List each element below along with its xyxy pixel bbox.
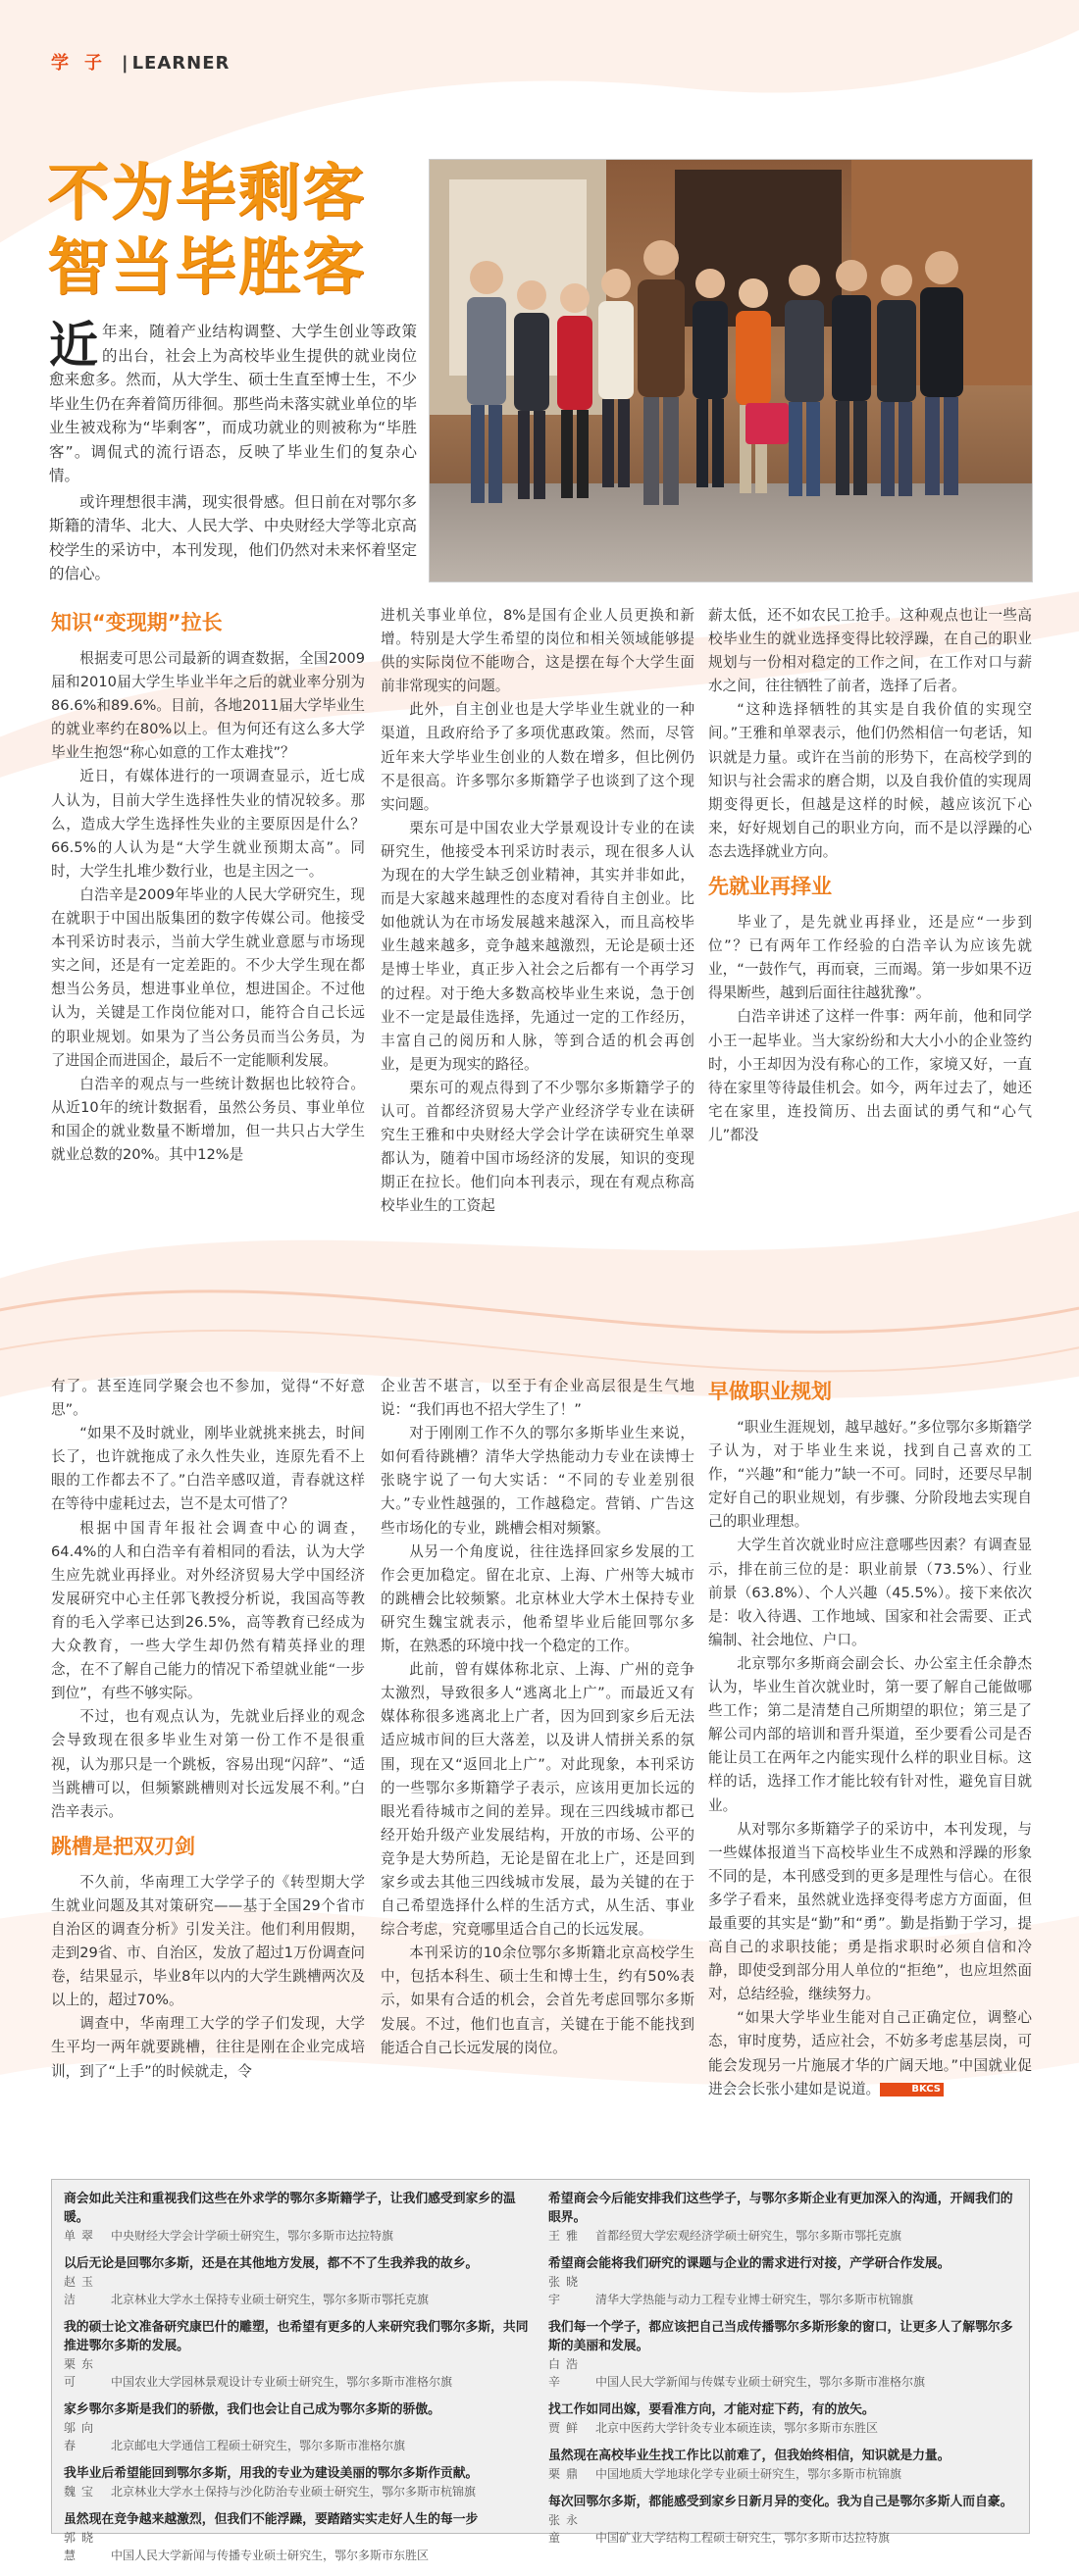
title-line-2: 智当毕胜客 [47,230,366,303]
author-affiliation: 北京林业大学水土保持与沙化防治专业硕士研究生，鄂尔多斯市杭锦旗 [111,2485,477,2499]
article-title [47,155,430,304]
paragraph: 不过，也有观点认为，先就业后择业的观念会导致现在很多毕业生对第一份工作不是很重视，认为那只是一个跳板，容易出现“闪辞”、“适当跳槽可以，但频繁跳槽则对长远发展不利。”白浩辛表示。 [51,1708,365,1820]
quote-text: 希望商会能将我们研究的课题与企业的需求进行对接，产学研合作发展。 [548,2256,951,2271]
quote-author [64,2483,540,2500]
paragraph: 有了。甚至连同学聚会也不参加，觉得“不好意思”。 [51,1378,365,1419]
column-bottom-2 [381,1375,694,2060]
quote-text: 希望商会今后能安排我们这些学子，与鄂尔多斯企业有更加深入的沟通，开阔我们的眼界。 [548,2192,1013,2225]
paragraph: 根据麦可思公司最新的调查数据，全国2009届和2010届大学生毕业半年之后的就业率分别为86.6%和89.6%。目前，各地2011届大学毕业生的就业率约在80%以上。但为何还有这么多大学毕业生抱怨“称心如意的工作太难找”？ [51,650,365,762]
subheading-job-hopping: 跳槽是把双刃剑 [51,1834,195,1858]
quote-text: 虽然现在高校毕业生找工作比以前难了，但我始终相信，知识就是力量。 [548,2449,951,2463]
quote-item [64,2254,540,2308]
paragraph-text: “如果大学毕业生能对自己正确定位，调整心态，审时度势，适应社会，不妨多考虑基层岗，可能会发现另一片施展才华的广阔天地。”中国就业促进会会长张小建如是说道。 [708,2009,1032,2097]
column-bottom-1 [51,1375,365,2084]
author-affiliation: 中国矿业大学结构工程硕士研究生，鄂尔多斯市达拉特旗 [595,2531,891,2545]
column-top-3 [708,604,1032,1147]
quote-text: 找工作如同出嫁，要看准方向，才能对症下药，有的放矢。 [548,2402,875,2417]
author-name: 郭晓慧 [64,2531,100,2562]
quote-author [548,2419,1024,2437]
author-affiliation: 北京邮电大学通信工程硕士研究生，鄂尔多斯市准格尔旗 [111,2439,406,2452]
paragraph: 从对鄂尔多斯籍学子的采访中，本刊发现，与一些媒体报道当下高校毕业生不成熟和浮躁的形象不同的是，本刊感受到的更多是理性与信心。在很多学子看来，虽然就业选择变得考虑方方面面，但最重要的其实是“勤”和“勇”。勤是指勤于学习，提高自己的求职技能；勇是指求职时必须自信和冷静，即使受到部分用人单位的“拒绝”，也应坦然面对，总结经验，继续努力。 [708,1820,1032,2003]
author-name: 张永童 [548,2513,585,2545]
quote-text: 我毕业后希望能回到鄂尔多斯，用我的专业为建设美丽的鄂尔多斯作贡献。 [64,2466,479,2481]
author-name: 单翠 [64,2229,100,2243]
quote-item [64,2400,540,2454]
paragraph: 对于刚刚工作不久的鄂尔多斯毕业生来说，如何看待跳槽？清华大学热能动力专业在读博士张晓宇说了一句大实话：“不同的专业差别很大。”专业性越强的，工作越稳定。营销、广告这些市场化的专业，跳槽会相对频繁。 [381,1425,694,1537]
paragraph: 栗东可的观点得到了不少鄂尔多斯籍学子的认可。首都经济贸易大学产业经济学专业在读研究生王雅和中央财经大学会计学在读研究生单翠都认为，随着中国市场经济的发展，知识的变现期正在拉长。他们向本刊表示，现在有观点称高校毕业生的工资起 [381,1079,694,1215]
quote-author [64,2355,540,2391]
quote-author [64,2419,540,2454]
author-name: 王雅 [548,2229,585,2243]
author-affiliation: 北京林业大学水土保持专业硕士研究生，鄂尔多斯市鄂托克旗 [111,2293,430,2306]
quote-text: 我们每一个学子，都应该把自己当成传播鄂尔多斯形象的窗口，让更多人了解鄂尔多斯的美丽和发展。 [548,2320,1013,2353]
author-name: 白浩辛 [548,2357,585,2389]
author-affiliation: 中国地质大学地球化学专业硕士研究生，鄂尔多斯市杭锦旗 [595,2467,902,2481]
author-name: 张晓宇 [548,2275,585,2306]
quote-author [64,2529,540,2564]
paragraph: 白浩辛讲述了这样一件事：两年前，他和同学小王一起毕业。当大家纷纷和大大小小的企业签约时，小王却因为没有称心的工作，家境又好，一直待在家里等待最佳机会。如今，两年过去了，她还宅在家里，连投简历、出去面试的勇气和“心气儿”都没 [708,1008,1032,1143]
author-name: 赵玉洁 [64,2275,100,2306]
quote-text: 我的硕士论文准备研究康巴什的雕塑，也希望有更多的人来研究我们鄂尔多斯，共同推进鄂尔多斯的发展。 [64,2320,529,2353]
paragraph: 白浩辛是2009年毕业的人民大学研究生，现在就职于中国出版集团的数字传媒公司。他接受本刊采访时表示，当前大学生就业意愿与市场现实之间，还是有一定差距的。不少大学生现在都想当公务员，想进事业单位，想进国企。不过他认为，关键是工作岗位能对口，能符合自己长远的职业规划。如果为了当公务员而当公务员，为了进国企而进国企，最后不一定能顺利发展。 [51,885,365,1069]
quote-item [548,2318,1024,2391]
paragraph: 毕业了，是先就业再择业，还是应“一步到位”？已有两年工作经验的白浩辛认为应该先就业，“一鼓作气，再而衰，三而竭。第一步如果不迈得果断些，越到后面往往越犹豫”。 [708,914,1032,1002]
section-separator: | [122,53,128,74]
column-top-2 [381,604,694,1218]
dropcap: 近 [49,316,98,374]
article-lead [49,316,417,588]
paragraph: 薪太低，还不如农民工抢手。这种观点也让一些高校毕业生的就业选择变得比较浮躁，在自己的职业规划与一份相对稳定的工作之间，在工作对口与薪水之间，往往牺牲了前者，选择了后者。 [708,607,1032,695]
author-name: 栗鼎 [548,2467,585,2481]
author-name: 栗东可 [64,2357,100,2389]
paragraph-final [708,2006,1032,2100]
subheading-employ-first: 先就业再择业 [708,875,832,899]
photo-illustration [430,160,1033,582]
quote-author [64,2273,540,2308]
author-affiliation: 中国人民大学新闻与传播专业硕士研究生，鄂尔多斯市东胜区 [111,2549,430,2562]
paragraph: 栗东可是中国农业大学景观设计专业的在读研究生，他接受本刊采访时表示，现在很多人认为现在的大学生缺乏创业精神，其实并非如此，而是大家越来越理性的态度对看待自主创业。比如他就认为在市场发展越来越深入，而且高校毕业生越来越多，竞争越来越激烈，无论是硕士还是博士毕业，真正步入社会之后都有一个再学习的过程。对于绝大多数高校毕业生来说，急于创业不一定是最佳选择，先通过一定的工作经历，丰富自己的阅历和人脉，等到合适的机会再创业，是更为现实的路径。 [381,819,694,1073]
quote-item [64,2318,540,2391]
author-affiliation: 首都经贸大学宏观经济学硕士研究生，鄂尔多斯市鄂托克旗 [595,2229,902,2243]
paragraph: 大学生首次就业时应注意哪些因素？有调查显示，排在前三位的是：职业前景（73.5%）、行业前景（63.8%）、个人兴趣（45.5%）。接下来依次是：收入待遇、工作地域、国家和社会需要、正式编制、社会地位、户口。 [708,1537,1032,1648]
paragraph: 本刊采访的10余位鄂尔多斯籍北京高校学生中，包括本科生、硕士生和博士生，约有50%表示，如果有合适的机会，会首先考虑回鄂尔多斯发展。不过，他们也直言，关键在于能不能找到能适合自己长远发展的岗位。 [381,1945,694,2056]
end-mark: BKCS [880,2083,944,2096]
quote-author [548,2227,1024,2245]
paragraph: 白浩辛的观点与一些统计数据也比较符合。从近10年的统计数据看，虽然公务员、事业单位和国企的就业数量不断增加，但一共只占大学生就业总数的20%。其中12%是 [51,1075,365,1163]
section-header [51,49,230,75]
section-name: 学子 [51,53,118,74]
section-name-en: LEARNER [131,53,231,74]
column-top-1 [51,600,365,1167]
paragraph: 北京鄂尔多斯商会副会长、办公室主任余静杰认为，毕业生首次就业时，第一要了解自己能做哪些工作；第二是清楚自己所期望的职位；第三是了解公司内部的培训和晋升渠道，至少要看公司是否能让员工在两年之内能实现什么样的职业目标。这样的话，选择工作才能比较有针对性，避免盲目就业。 [708,1654,1032,1814]
author-affiliation: 中国农业大学园林景观设计专业硕士研究生，鄂尔多斯市准格尔旗 [111,2375,453,2389]
lead-paragraph-1: 年来，随着产业结构调整、大学生创业等政策的出台，社会上为高校毕业生提供的就业岗位愈来愈多。然而，从大学生、硕士生直至博士生，不少毕业生仍在奔着简历徘徊。那些尚未落实就业单位的毕业生被戏称为“毕剩客”，而成功就业的则被称为“毕胜客”。调侃式的流行语态，反映了毕业生们的复杂心情。 [49,323,417,484]
subheading-knowledge: 知识“变现期”拉长 [51,611,223,634]
subheading-career-plan: 早做职业规划 [708,1380,832,1403]
paragraph: “这种选择牺牲的其实是自我价值的实现空间。”王雅和单翠表示，他们仍然相信一句老话，知识就是力量。或许在当前的形势下，在高校学到的知识与社会需求的磨合期，以及自我价值的实现周期变得更长，但越是这样的时候，越应该沉下心来，好好规划自己的职业方向，而不是以浮躁的心态去选择就业方向。 [708,701,1032,860]
quotes-right-column [548,2190,1024,2556]
quote-text: 虽然现在竞争越来越激烈，但我们不能浮躁，要踏踏实实走好人生的每一步 [64,2512,479,2527]
paragraph: 从另一个角度说，往往选择回家乡发展的工作会更加稳定。留在北京、上海、广州等大城市的跳槽会比较频繁。北京林业大学木土保持专业研究生魏宝就表示，他希望毕业后能回鄂尔多斯，在熟悉的环境中找一个稳定的工作。 [381,1542,694,1655]
quote-author [548,2273,1024,2308]
quote-author [64,2227,540,2245]
group-photo [429,159,1033,582]
paragraph: 进机关事业单位，8%是国有企业人员更换和新增。特别是大学生希望的岗位和相关领域能够提供的实际岗位不能吻合，这是摆在每个大学生面前非常现实的问题。 [381,607,694,695]
student-quotes-box [51,2179,1030,2562]
quote-item [548,2400,1024,2437]
quote-item [548,2254,1024,2308]
paragraph: 调查中，华南理工大学的学子们发现，大学生平均一两年就要跳槽，往往是刚在企业完成培训，到了“上手”的时候就走，令 [51,2015,365,2080]
paragraph: 企业苦不堪言，以至于有企业高层很是生气地说：“我们再也不招大学生了！” [381,1378,694,1419]
author-affiliation: 清华大学热能与动力工程专业博士研究生，鄂尔多斯市杭锦旗 [595,2293,914,2306]
quote-text: 以后无论是回鄂尔多斯，还是在其他地方发展，都不不了生我养我的故乡。 [64,2256,479,2271]
author-name: 贾鲜 [548,2421,585,2435]
quote-text: 家乡鄂尔多斯是我们的骄傲，我们也会让自己成为鄂尔多斯的骄傲。 [64,2402,440,2417]
author-name: 邬向春 [64,2421,100,2452]
quote-author [548,2511,1024,2547]
quote-item [548,2190,1024,2245]
lead-paragraph-2: 或许理想很丰满，现实很骨感。但日前在对鄂尔多斯籍的清华、北大、人民大学、中央财经大学等北京高校学生的采访中，本刊发现，他们仍然对未来怀着坚定的信心。 [49,492,417,582]
quote-item [64,2510,540,2564]
paragraph: 不久前，华南理工大学学子的《转型期大学生就业问题及其对策研究——基于全国29个省市自治区的调查分析》引发关注。他们利用假期，走到29省、市、自治区，发放了超过1万份调查问卷，结果显示，毕业8年以内的大学生跳槽两次及以上的，超过70%。 [51,1873,365,2009]
paragraph: 此外，自主创业也是大学毕业生就业的一种渠道，且政府给予了多项优惠政策。然而，尽管近年来大学毕业生创业的人数在增多，但比例仍不是很高。许多鄂尔多斯籍学子也谈到了这个现实问题。 [381,701,694,813]
column-bottom-3 [708,1369,1032,2101]
paragraph: “职业生涯规划，越早越好。”多位鄂尔多斯籍学子认为，对于毕业生来说，找到自己喜欢的工作，“兴趣”和“能力”缺一不可。同时，还要尽早制定好自己的职业规划，有步骤、分阶段地去实现自己的职业理想。 [708,1419,1032,1531]
paragraph: 根据中国青年报社会调查中心的调查，64.4%的人和白浩辛有着相同的看法，认为大学生应先就业再择业。对外经济贸易大学中国经济发展研究中心主任郭飞教授分析说，我国高等教育的毛入学率已达到26.5%，高等教育已经成为大众教育，一些大学生却仍然有精英择业的理念，在不了解自己能力的情况下希望就业能“一步到位”，有些不够实际。 [51,1519,365,1702]
quote-item [64,2190,540,2245]
paragraph: 近日，有媒体进行的一项调查显示，近七成人认为，目前大学生选择性失业的情况较多。那么，造成大学生选择性失业的主要原因是什么？66.5%的人认为是“大学生就业预期太高”。同时，大学生扎堆少数行业，也是主因之一。 [51,768,365,880]
quote-item [548,2447,1024,2483]
quote-author [548,2355,1024,2391]
author-affiliation: 北京中医药大学针灸专业本硕连读，鄂尔多斯市东胜区 [595,2421,879,2435]
quote-author [548,2465,1024,2483]
author-name: 魏宝 [64,2485,100,2499]
quote-item [548,2493,1024,2547]
red-bag [745,403,789,444]
paragraph: 此前，曾有媒体称北京、上海、广州的竞争太激烈，导致很多人“逃离北上广”。而最近又有媒体称很多逃离北上广者，因为回到家乡后无法适应城市间的巨大落差，以及讲人情拼关系的氛围，现在又“返回北上广”。对此现象，本刊采访的一些鄂尔多斯籍学子表示，应该用更加长远的眼光看待城市之间的差异。现在三四线城市都已经开始升级产业发展结构，开放的市场、公平的竞争是大势所趋，无论是留在北上广，还是回到家乡或去其他三四线城市发展，最为关键的在于自己希望选择什么样的生活方式，从生活、事业综合考虑，究竟哪里适合自己的长远发展。 [381,1661,694,1939]
title-line-1: 不为毕剩客 [47,156,366,228]
quote-item [64,2464,540,2500]
paragraph: “如果不及时就业，刚毕业就挑来挑去，时间长了，也许就拖成了永久性失业，连原先看不上眼的工作都去不了。”白浩辛感叹道，青春就这样在等待中虚耗过去，岂不是太可惜了？ [51,1425,365,1513]
author-affiliation: 中国人民大学新闻与传媒专业硕士研究生，鄂尔多斯市准格尔旗 [595,2375,926,2389]
quote-text: 每次回鄂尔多斯，都能感受到家乡日新月异的变化。我为自己是鄂尔多斯人而自豪。 [548,2495,1013,2509]
author-affiliation: 中央财经大学会计学硕士研究生，鄂尔多斯市达拉特旗 [111,2229,394,2243]
quote-text: 商会如此关注和重视我们这些在外求学的鄂尔多斯籍学子，让我们感受到家乡的温暖。 [64,2192,516,2225]
quotes-left-column [64,2190,540,2574]
